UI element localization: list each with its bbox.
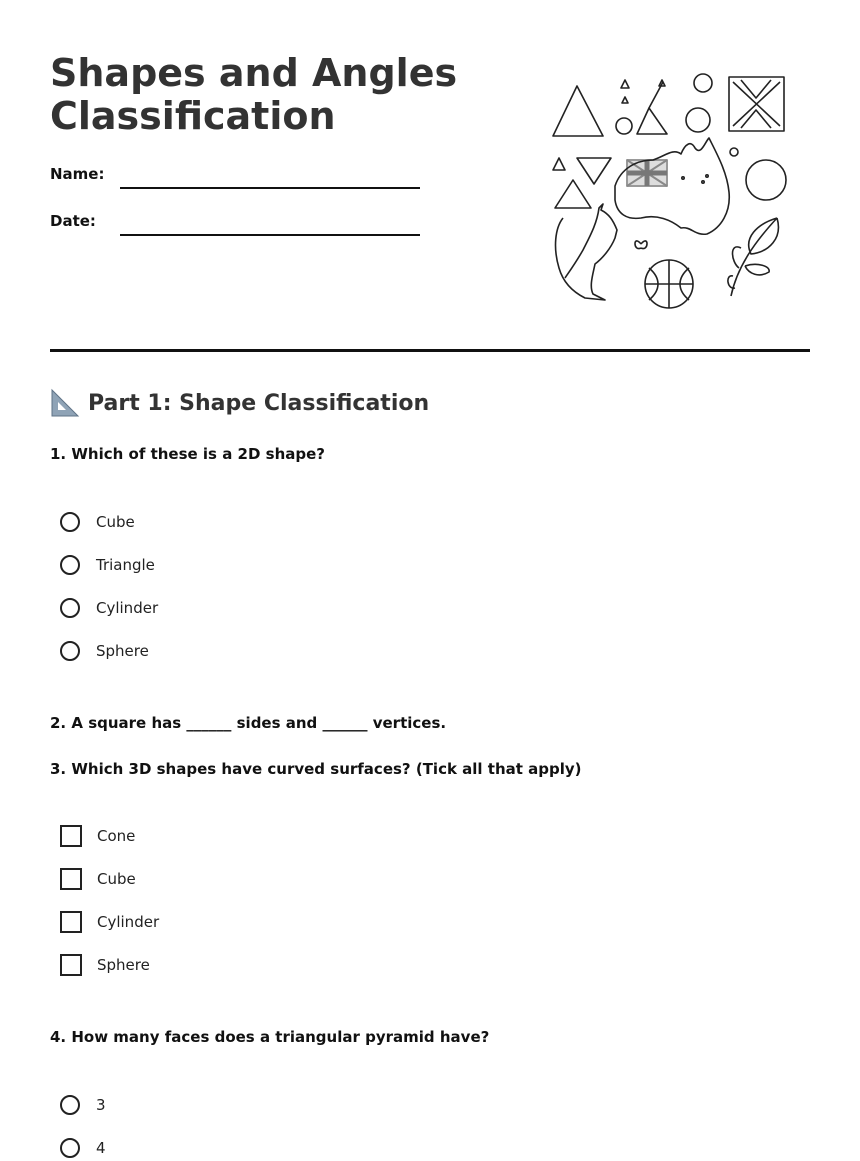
- large-triangle-icon: [553, 86, 603, 136]
- radio-button[interactable]: [60, 555, 80, 575]
- q3-option-cube[interactable]: [60, 867, 136, 891]
- part1-heading-text: Part 1: Shape Classification: [88, 390, 430, 416]
- option-label: 4: [96, 1139, 106, 1157]
- header-divider: [50, 349, 810, 352]
- checkbox[interactable]: [60, 868, 82, 890]
- shapes-illustration: [545, 68, 795, 313]
- radio-button[interactable]: [60, 641, 80, 661]
- small-circle-icon: [730, 148, 738, 156]
- kangaroo-icon: [556, 204, 617, 300]
- option-label: Cone: [97, 827, 136, 845]
- date-label: Date:: [50, 212, 96, 230]
- question-4: 4. How many faces does a triangular pyramid have?: [50, 1028, 490, 1046]
- name-line[interactable]: [120, 187, 420, 189]
- question-1: 1. Which of these is a 2D shape?: [50, 445, 326, 463]
- checkbox[interactable]: [60, 911, 82, 933]
- circle-icon: [694, 74, 712, 92]
- q4-option-3[interactable]: [60, 1093, 106, 1117]
- option-label: Cylinder: [97, 913, 160, 931]
- radio-button[interactable]: [60, 1138, 80, 1158]
- q1-option-sphere[interactable]: [60, 639, 149, 663]
- part1-heading: [50, 388, 429, 418]
- option-label: 3: [96, 1096, 106, 1114]
- radio-button[interactable]: [60, 1095, 80, 1115]
- option-label: Sphere: [97, 956, 150, 974]
- option-label: Cube: [97, 870, 136, 888]
- small-triangle-icon: [553, 158, 565, 170]
- q1-option-cube[interactable]: [60, 510, 135, 534]
- q1-option-cylinder[interactable]: [60, 596, 158, 620]
- question-2: 2. A square has ______ sides and ______ vertices.: [50, 714, 447, 732]
- q3-option-cylinder[interactable]: [60, 910, 159, 934]
- worksheet-title: Shapes and Angles Classification: [50, 51, 458, 138]
- triangle-icon: [637, 108, 667, 134]
- name-label: Name:: [50, 165, 105, 183]
- radio-button[interactable]: [60, 512, 80, 532]
- circle-icon: [686, 108, 710, 132]
- checkbox[interactable]: [60, 825, 82, 847]
- small-triangle-icon: [621, 80, 629, 88]
- option-label: Cylinder: [96, 599, 159, 617]
- butterfly-icon: [635, 241, 647, 249]
- circle-icon: [746, 160, 786, 200]
- q1-option-triangle[interactable]: [60, 553, 155, 577]
- small-circle-icon: [616, 118, 632, 134]
- q3-option-sphere[interactable]: [60, 953, 150, 977]
- q4-option-4[interactable]: [60, 1136, 106, 1160]
- option-label: Cube: [96, 513, 135, 531]
- q3-option-cone[interactable]: [60, 824, 135, 848]
- question-3: 3. Which 3D shapes have curved surfaces? (Tick all that apply): [50, 760, 582, 778]
- radio-button[interactable]: [60, 598, 80, 618]
- set-square-icon: [50, 388, 80, 418]
- leaf-icon: [728, 218, 779, 296]
- checkbox[interactable]: [60, 954, 82, 976]
- option-label: Triangle: [96, 556, 155, 574]
- option-label: Sphere: [96, 642, 149, 660]
- inverted-triangle-icon: [577, 158, 611, 184]
- tiny-triangle-icon: [622, 97, 628, 103]
- date-line[interactable]: [120, 234, 420, 236]
- triangle-icon: [555, 180, 591, 208]
